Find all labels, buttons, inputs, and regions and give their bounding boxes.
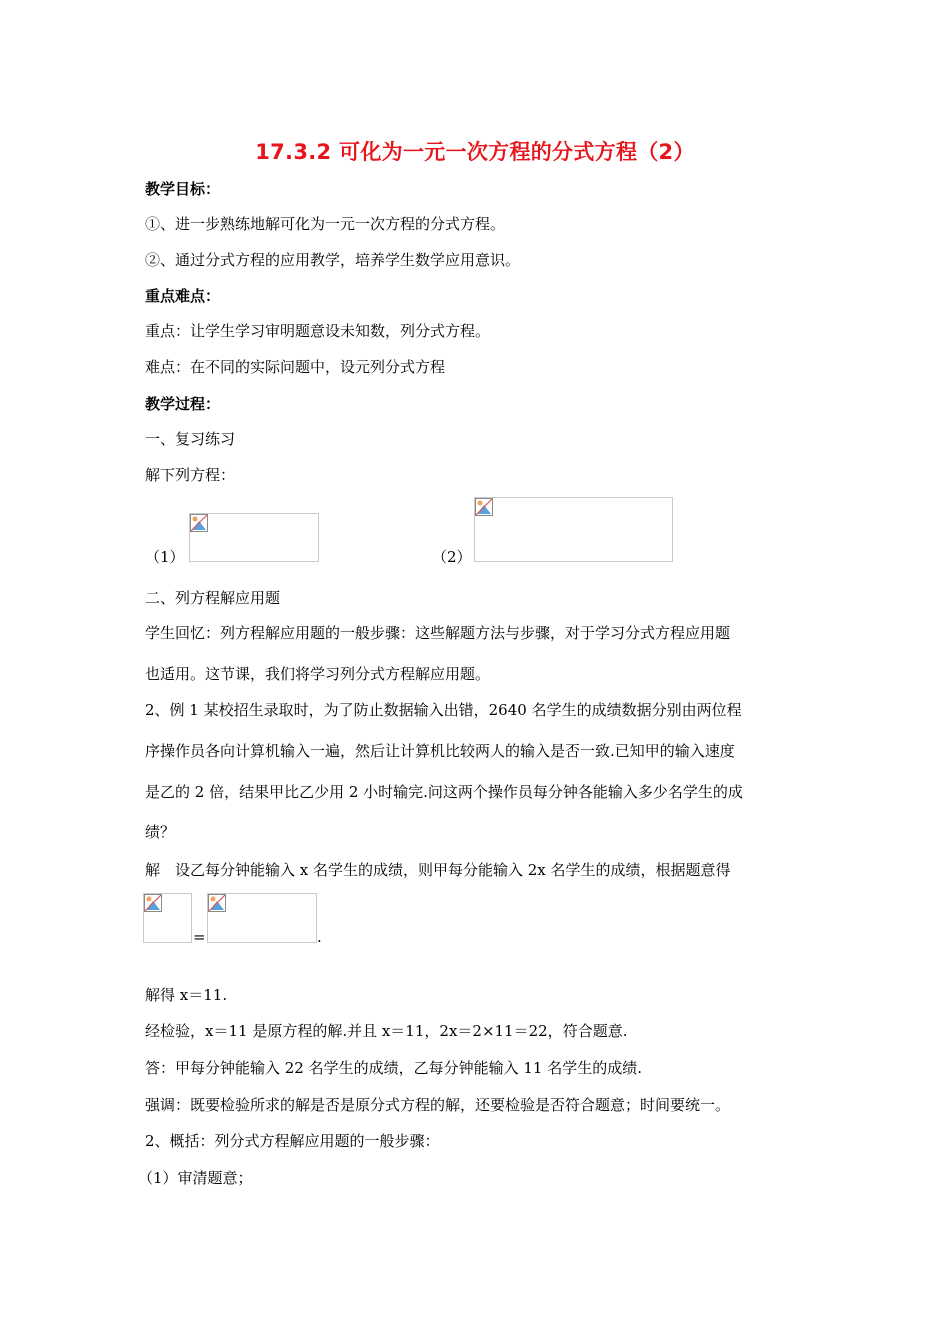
broken-image-icon	[475, 498, 493, 516]
emphasis-line: 强调：既要检验所求的解是否是原分式方程的解，还要检验是否符合题意；时间要统一。	[145, 1096, 731, 1114]
recall-line-1: 学生回忆：列方程解应用题的一般步骤：这些解题方法与步骤，对于学习分式方程应用题	[145, 624, 731, 642]
equation-2-image	[474, 497, 673, 562]
equals-sign: =	[193, 928, 206, 946]
review-heading: 一、复习练习	[145, 430, 236, 448]
example-line-1: 2、例 1 某校招生录取时，为了防止数据输入出错，2640 名学生的成绩数据分别由两位程	[145, 701, 742, 719]
key-heading: 重点难点：	[145, 287, 221, 305]
difficult-point: 难点：在不同的实际问题中，设元列分式方程	[145, 358, 446, 376]
example-line-3: 是乙的 2 倍，结果甲比乙少用 2 小时输完.问这两个操作员每分钟各能输入多少名学生的成	[145, 783, 743, 801]
review-prompt: 解下列方程：	[145, 466, 236, 484]
page-title: 17.3.2 可化为一元一次方程的分式方程（2）	[255, 140, 695, 164]
check-line: 经检验，x＝11 是原方程的解.并且 x＝11，2x＝2×11＝22，符合题意.	[145, 1022, 628, 1040]
broken-image-icon	[208, 894, 226, 912]
example-line-2: 序操作员各向计算机输入一遍，然后让计算机比较两人的输入是否一致.已知甲的输入速度	[145, 742, 735, 760]
step-1: （1）审清题意；	[138, 1169, 253, 1187]
example-line-4: 绩？	[145, 823, 176, 841]
equation-1-image	[189, 513, 319, 562]
summary-line: 2、概括：列分式方程解应用题的一般步骤：	[145, 1132, 440, 1150]
broken-image-icon	[190, 514, 208, 532]
key-point: 重点：让学生学习审明题意设未知数，列分式方程。	[145, 322, 491, 340]
equation-period: .	[317, 928, 322, 946]
equation-right-image	[207, 893, 317, 943]
equation-1-label: （1）	[145, 548, 185, 566]
goals-heading: 教学目标：	[145, 180, 221, 198]
goal-1: ①、进一步熟练地解可化为一元一次方程的分式方程。	[145, 215, 506, 233]
answer-line: 答：甲每分钟能输入 22 名学生的成绩，乙每分钟能输入 11 名学生的成绩.	[145, 1059, 643, 1077]
goal-2: ②、通过分式方程的应用教学，培养学生数学应用意识。	[145, 251, 521, 269]
recall-line-2: 也适用。这节课，我们将学习列分式方程解应用题。	[145, 665, 491, 683]
apply-heading: 二、列方程解应用题	[145, 589, 281, 607]
process-heading: 教学过程：	[145, 395, 221, 413]
broken-image-icon	[144, 894, 162, 912]
equation-left-image	[143, 893, 192, 943]
solution-intro: 解 设乙每分钟能输入 x 名学生的成绩，则甲每分能输入 2x 名学生的成绩，根据题意得	[145, 861, 731, 879]
solve-result: 解得 x＝11.	[145, 986, 228, 1004]
equation-2-label: （2）	[432, 548, 472, 566]
